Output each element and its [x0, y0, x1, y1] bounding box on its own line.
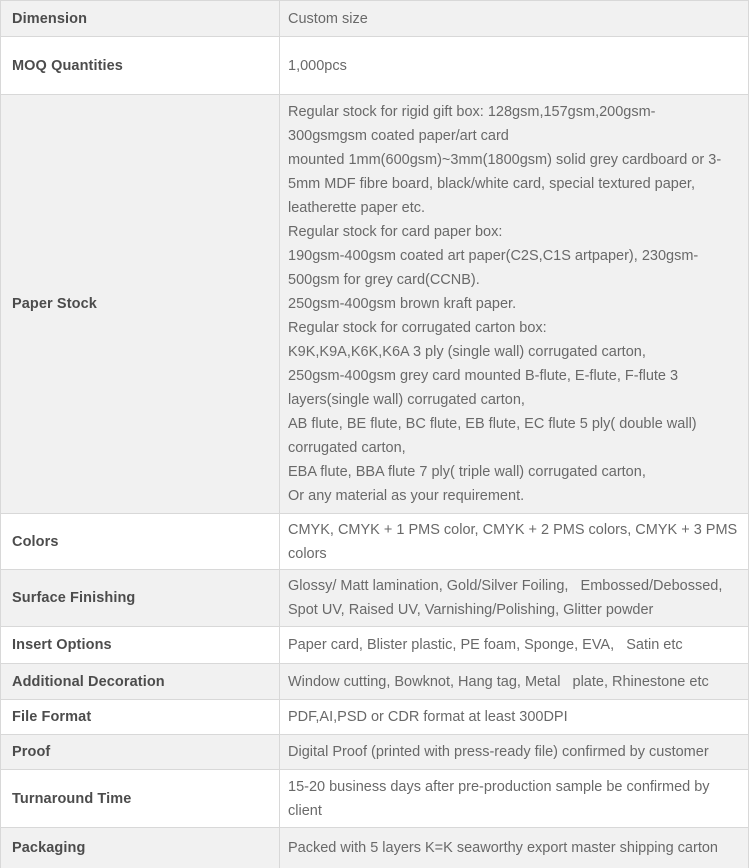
spec-row-insert-options — [1, 627, 748, 664]
spec-row-packaging — [1, 828, 748, 868]
text-line: leatherette paper etc. — [288, 200, 426, 216]
spec-row-proof-value — [280, 735, 748, 769]
text-line: 300gsmgsm coated paper/art card — [288, 128, 509, 144]
spec-row-paper-stock — [1, 95, 748, 514]
text-line: Regular stock for card paper box: — [288, 224, 503, 240]
spec-row-turnaround-time — [1, 770, 748, 828]
text-line: AB flute, BE flute, BC flute, EB flute, EC flute 5 ply( double wall) — [288, 416, 697, 432]
spec-row-proof-label: Proof — [1, 735, 280, 769]
text-line: mounted 1mm(600gsm)~3mm(1800gsm) solid grey cardboard or 3- — [288, 152, 722, 168]
spec-row-dimension-value — [280, 1, 748, 36]
text-line: Or any material as your requirement. — [288, 488, 525, 504]
text-line: Regular stock for corrugated carton box: — [288, 320, 547, 336]
text-line: K9K,K9A,K6K,K6A 3 ply (single wall) corrugated carton, — [288, 344, 646, 360]
spec-row-paper-stock-value — [280, 95, 748, 513]
text-line: CMYK, CMYK + 1 PMS color, CMYK + 2 PMS colors, CMYK + 3 PMS — [288, 521, 738, 538]
spec-row-colors-value — [280, 514, 748, 569]
spec-row-turnaround-time-value — [280, 770, 748, 827]
text-line: 250gsm-400gsm brown kraft paper. — [288, 296, 517, 312]
text-line: Digital Proof (printed with press-ready file) confirmed by customer — [288, 744, 709, 760]
spec-row-colors — [1, 514, 748, 570]
text-line: Glossy/ Matt lamination, Gold/Silver Foiling, Embossed/Debossed, — [288, 578, 723, 594]
spec-row-moq-quantities-label: MOQ Quantities — [1, 37, 280, 94]
spec-row-dimension — [1, 0, 748, 37]
text-line: layers(single wall) corrugated carton, — [288, 392, 525, 408]
spec-row-surface-finishing-value — [280, 570, 748, 626]
spec-row-surface-finishing-label: Surface Finishing — [1, 570, 280, 626]
spec-row-packaging-value — [280, 828, 748, 868]
spec-row-dimension-label: Dimension — [1, 1, 280, 36]
text-line: 500gsm for grey card(CCNB). — [288, 272, 480, 288]
spec-row-file-format-value — [280, 700, 748, 734]
spec-row-surface-finishing — [1, 570, 748, 627]
text-line: EBA flute, BBA flute 7 ply( triple wall) corrugated carton, — [288, 464, 646, 480]
spec-row-additional-decoration-label: Additional Decoration — [1, 664, 280, 699]
text-line: 250gsm-400gsm grey card mounted B-flute, E-flute, F-flute 3 — [288, 368, 679, 384]
spec-row-insert-options-label: Insert Options — [1, 627, 280, 663]
text-line: PDF,AI,PSD or CDR format at least 300DPI — [288, 709, 568, 725]
text-line: Custom size — [288, 10, 368, 27]
spec-row-paper-stock-label: Paper Stock — [1, 95, 280, 513]
text-line: client — [288, 802, 322, 819]
text-line: Paper card, Blister plastic, PE foam, Sponge, EVA, Satin etc — [288, 637, 683, 653]
text-line: Regular stock for rigid gift box: 128gsm,157gsm,200gsm- — [288, 104, 656, 120]
text-line: Packed with 5 layers K=K seaworthy export master shipping carton — [288, 840, 718, 856]
spec-row-file-format — [1, 700, 748, 735]
spec-row-moq-quantities — [1, 37, 748, 95]
text-line: 190gsm-400gsm coated art paper(C2S,C1S artpaper), 230gsm- — [288, 248, 699, 264]
spec-row-file-format-label: File Format — [1, 700, 280, 734]
spec-row-moq-quantities-value — [280, 37, 748, 94]
spec-row-additional-decoration-value — [280, 664, 748, 699]
text-line: Window cutting, Bowknot, Hang tag, Metal plate, Rhinestone etc — [288, 673, 709, 690]
text-line: 1,000pcs — [288, 57, 347, 74]
text-line: 5mm MDF fibre board, black/white card, special textured paper, — [288, 176, 695, 192]
text-line: 15-20 business days after pre-production sample be confirmed by — [288, 778, 710, 795]
spec-row-additional-decoration — [1, 664, 748, 700]
spec-row-colors-label: Colors — [1, 514, 280, 569]
spec-row-proof — [1, 735, 748, 770]
spec-row-packaging-label: Packaging — [1, 828, 280, 868]
text-line: Spot UV, Raised UV, Varnishing/Polishing, Glitter powder — [288, 602, 654, 618]
text-line: corrugated carton, — [288, 440, 406, 456]
spec-row-insert-options-value — [280, 627, 748, 663]
text-line: colors — [288, 545, 327, 562]
spec-row-turnaround-time-label: Turnaround Time — [1, 770, 280, 827]
